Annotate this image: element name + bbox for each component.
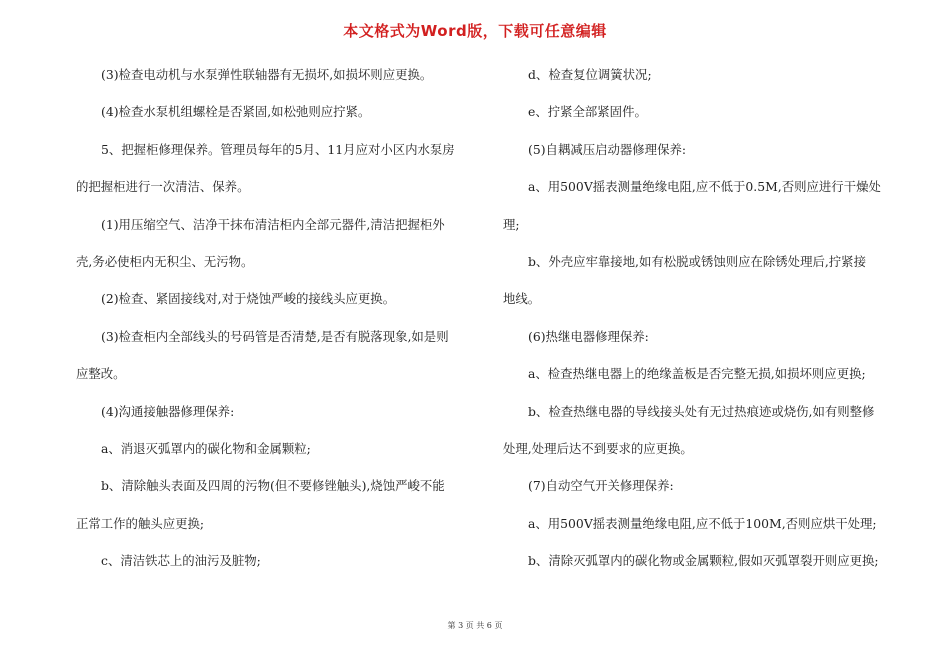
text-line: (2)检查、紧固接线对,对于烧蚀严峻的接线头应更换。 bbox=[101, 291, 396, 307]
text-line: 处理,处理后达不到要求的应更换。 bbox=[503, 440, 693, 456]
text-line: a、消退灭弧罩内的碳化物和金属颗粒; bbox=[101, 440, 311, 456]
text-line: (5)自耦减压启动器修理保养: bbox=[528, 141, 687, 157]
text-line: 正常工作的触头应更换; bbox=[76, 515, 205, 531]
text-line: c、清洁铁芯上的油污及脏物; bbox=[101, 553, 261, 569]
page-number-footer: 第 3 页 共 6 页 bbox=[447, 621, 503, 630]
text-line: b、检查热继电器的导线接头处有无过热痕迹或烧伤,如有则整修 bbox=[528, 403, 875, 419]
text-line: d、检查复位调簧状况; bbox=[528, 67, 652, 82]
text-line: 地线。 bbox=[503, 291, 541, 307]
text-line: b、清除触头表面及四周的污物(但不要修锉触头),烧蚀严峻不能 bbox=[101, 478, 445, 494]
text-line: a、用500V摇表测量绝缘电阻,应不低于0.5M,否则应进行干燥处 bbox=[528, 179, 881, 195]
left-text-column bbox=[76, 62, 466, 585]
text-line: (1)用压缩空气、洁净干抹布清洁柜内全部元器件,清洁把握柜外 bbox=[101, 216, 445, 232]
text-line: 壳,务必使柜内无积尘、无污物。 bbox=[76, 253, 254, 269]
text-line: (3)检查电动机与水泵弹性联轴器有无损坏,如损坏则应更换。 bbox=[101, 67, 433, 82]
text-line: (7)自动空气开关修理保养: bbox=[528, 478, 674, 494]
right-text-column bbox=[503, 62, 893, 585]
text-line: 的把握柜进行一次清洁、保养。 bbox=[76, 179, 250, 195]
word-format-banner: 本文格式为Word版，下载可任意编辑 bbox=[343, 22, 607, 40]
text-line: (4)检查水泵机组螺栓是否紧固,如松弛则应拧紧。 bbox=[101, 104, 371, 120]
text-line: b、清除灭弧罩内的碳化物或金属颗粒,假如灭弧罩裂开则应更换; bbox=[528, 553, 879, 569]
text-line: 理; bbox=[503, 216, 520, 232]
text-line: (4)沟通接触器修理保养: bbox=[101, 403, 235, 419]
text-line: b、外壳应牢靠接地,如有松脱或锈蚀则应在除锈处理后,拧紧接 bbox=[528, 253, 866, 269]
text-line: 应整改。 bbox=[76, 366, 126, 382]
text-line: (3)检查柜内全部线头的号码管是否清楚,是否有脱落现象,如是则 bbox=[101, 328, 449, 344]
text-line: a、用500V摇表测量绝缘电阻,应不低于100M,否则应烘干处理; bbox=[528, 515, 877, 531]
text-line: 5、把握柜修理保养。管理员每年的5月、11月应对小区内水泵房 bbox=[101, 141, 455, 157]
text-line: (6)热继电器修理保养: bbox=[528, 328, 649, 344]
text-line: e、拧紧全部紧固件。 bbox=[528, 104, 647, 120]
text-line: a、检查热继电器上的绝缘盖板是否完整无损,如损坏则应更换; bbox=[528, 366, 866, 382]
